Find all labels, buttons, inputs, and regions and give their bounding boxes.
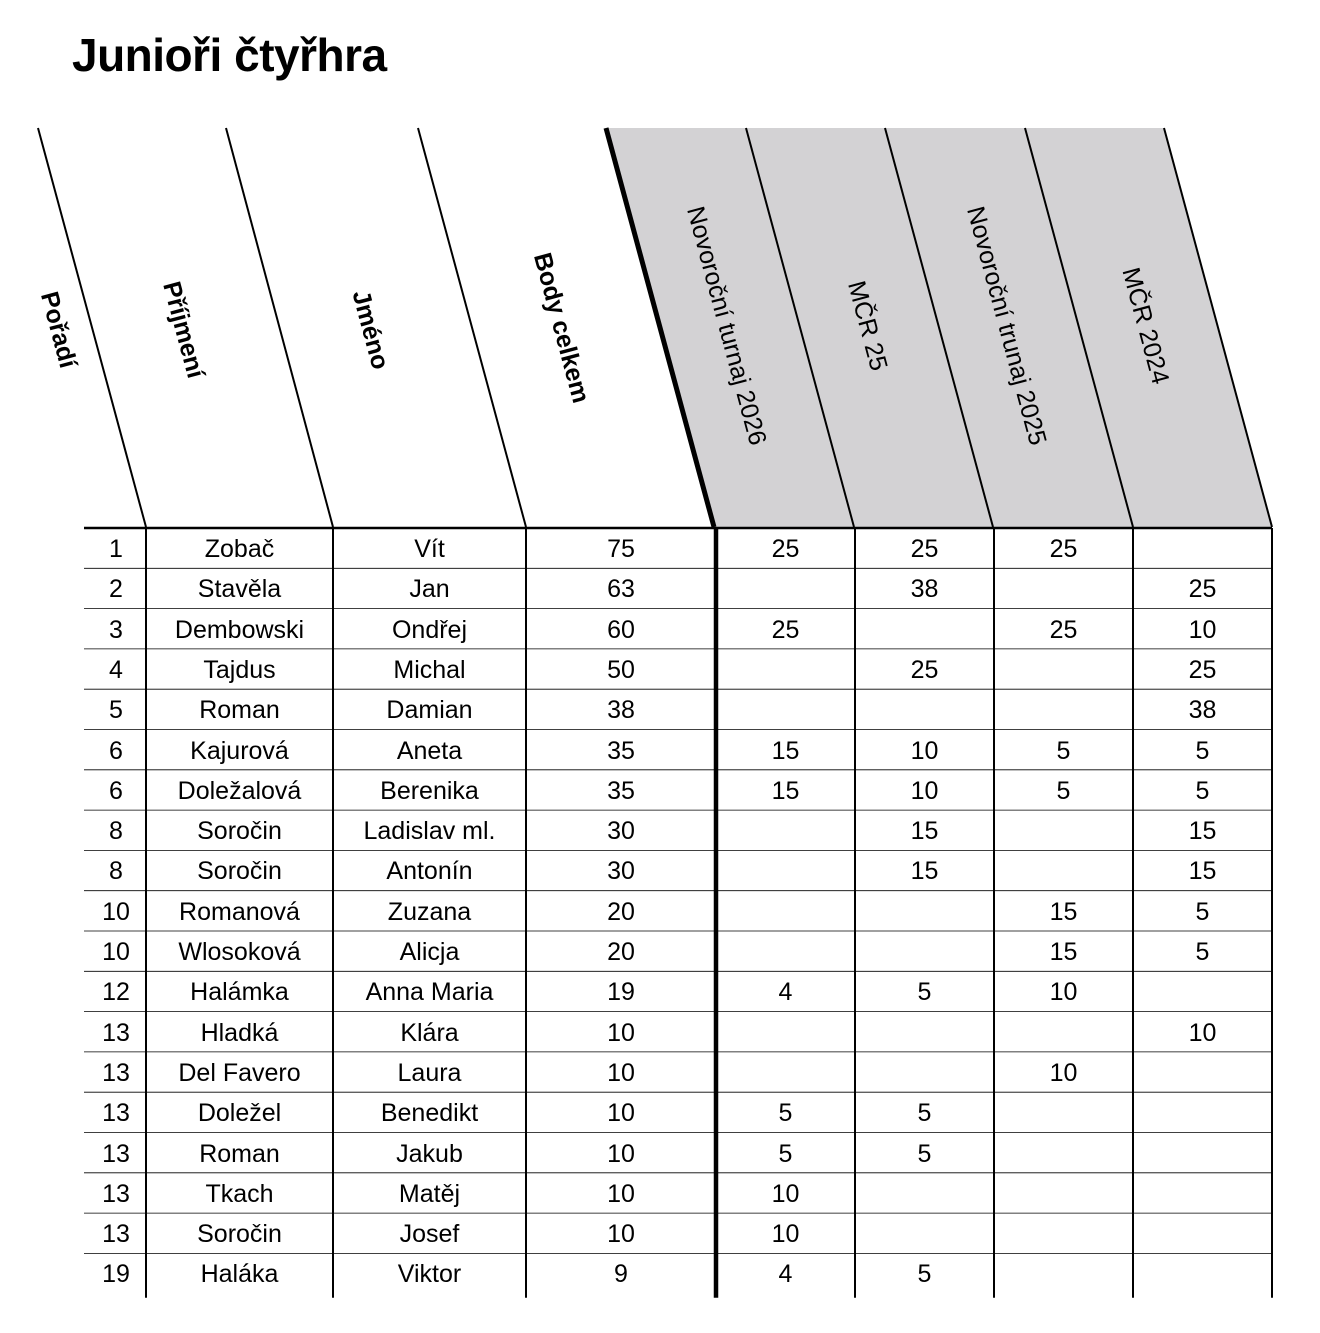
firstname-cell: Ladislav ml.: [363, 817, 496, 846]
rank-cell: 5: [109, 696, 123, 725]
points-cell: 15: [771, 736, 800, 765]
points-cell: [994, 568, 1133, 608]
total-cell: 75: [607, 535, 635, 563]
rank-cell: 12: [102, 978, 130, 1007]
points-cell: 5: [917, 1099, 932, 1128]
points-cell: [1133, 1213, 1272, 1253]
rank-cell: 10: [102, 938, 130, 966]
points-cell: 15: [771, 776, 800, 805]
header-total: Body celkem: [527, 249, 595, 406]
header-event-3: Novoroční trunaj 2025: [961, 203, 1052, 449]
points-cell: [855, 891, 994, 931]
firstname-cell: Jan: [409, 575, 450, 604]
total-cell: 30: [607, 817, 635, 846]
rank-cell: 13: [102, 1058, 130, 1087]
points-cell: 10: [1188, 615, 1217, 644]
points-cell: 38: [910, 575, 939, 604]
firstname-cell: Zuzana: [387, 897, 472, 926]
rank-cell: 13: [102, 1179, 130, 1208]
points-cell: [716, 649, 855, 689]
surname-cell: Kajurová: [190, 736, 289, 765]
rank-cell: 8: [109, 817, 123, 846]
points-cell: [1133, 528, 1272, 568]
firstname-cell: Anna Maria: [365, 978, 494, 1007]
header-rank: Pořadí: [34, 288, 83, 372]
points-cell: 5: [1195, 897, 1210, 926]
points-cell: 25: [1188, 575, 1217, 604]
points-cell: [855, 1052, 994, 1092]
firstname-cell: Josef: [399, 1220, 460, 1249]
surname-cell: Wlosoková: [178, 938, 301, 966]
points-cell: 10: [771, 1179, 800, 1208]
total-cell: 10: [607, 1139, 635, 1168]
total-cell: 10: [607, 1018, 635, 1047]
total-cell: 9: [614, 1260, 628, 1289]
surname-cell: Haláka: [200, 1260, 279, 1289]
page-title: Junioři čtyřhra: [72, 29, 387, 81]
points-cell: [855, 1213, 994, 1253]
points-cell: [716, 689, 855, 729]
points-cell: [1133, 1092, 1272, 1132]
points-cell: [716, 810, 855, 850]
firstname-cell: Klára: [400, 1018, 459, 1047]
firstname-cell: Laura: [397, 1058, 462, 1087]
points-cell: 25: [771, 535, 800, 563]
rank-cell: 10: [102, 897, 130, 926]
points-cell: [994, 1092, 1133, 1132]
surname-cell: Halámka: [190, 978, 289, 1007]
points-cell: [716, 568, 855, 608]
points-cell: 5: [1195, 938, 1210, 966]
surname-cell: Zobač: [204, 535, 275, 563]
total-cell: 38: [607, 696, 635, 725]
rank-cell: 2: [109, 575, 123, 604]
points-cell: [1133, 1253, 1272, 1293]
firstname-cell: Aneta: [396, 736, 463, 765]
firstname-cell: Damian: [386, 696, 473, 725]
points-cell: 5: [1195, 776, 1210, 805]
points-cell: [855, 1012, 994, 1052]
surname-cell: Dembowski: [174, 615, 305, 644]
points-cell: [994, 649, 1133, 689]
header-event-1: Novoroční turnaj 2026: [681, 203, 772, 449]
points-cell: 15: [1188, 857, 1217, 886]
firstname-cell: Berenika: [380, 776, 479, 805]
rank-cell: 13: [102, 1220, 130, 1249]
points-cell: 38: [1188, 696, 1217, 725]
firstname-cell: Ondřej: [391, 615, 468, 644]
surname-cell: Romanová: [179, 897, 300, 926]
rank-cell: 19: [102, 1260, 130, 1289]
points-cell: [716, 850, 855, 890]
points-cell: 25: [1049, 535, 1078, 563]
rank-cell: 13: [102, 1139, 130, 1168]
points-cell: 25: [771, 615, 800, 644]
total-cell: 10: [607, 1179, 635, 1208]
points-cell: 4: [778, 1260, 793, 1289]
points-cell: 4: [778, 978, 793, 1007]
total-cell: 30: [607, 857, 635, 886]
firstname-cell: Jakub: [396, 1139, 463, 1168]
header-surname: Příjmení: [157, 278, 210, 382]
points-cell: 5: [917, 978, 932, 1007]
rank-cell: 8: [109, 857, 123, 886]
total-cell: 60: [607, 615, 635, 644]
points-cell: 15: [1049, 897, 1078, 926]
total-cell: 10: [607, 1220, 635, 1249]
total-cell: 50: [607, 655, 635, 684]
points-cell: [716, 1052, 855, 1092]
points-cell: [855, 1173, 994, 1213]
rank-cell: 6: [109, 776, 123, 805]
surname-cell: Doležel: [197, 1099, 282, 1128]
points-cell: 15: [910, 817, 939, 846]
surname-cell: Soročin: [197, 1220, 282, 1249]
points-cell: [1133, 1173, 1272, 1213]
rank-cell: 3: [109, 615, 123, 644]
surname-cell: Soročin: [197, 817, 282, 846]
points-cell: [716, 931, 855, 971]
firstname-cell: Matěj: [398, 1179, 461, 1208]
points-cell: [855, 609, 994, 649]
surname-cell: Doležalová: [177, 776, 302, 805]
points-cell: 25: [1188, 655, 1217, 684]
total-cell: 35: [607, 776, 635, 805]
points-cell: [994, 1253, 1133, 1293]
total-cell: 10: [607, 1099, 635, 1128]
points-cell: 5: [1056, 736, 1071, 765]
total-cell: 20: [607, 938, 635, 966]
points-cell: 5: [1056, 776, 1071, 805]
points-cell: 5: [917, 1139, 932, 1168]
points-cell: [994, 810, 1133, 850]
points-cell: [855, 931, 994, 971]
points-cell: 15: [1049, 938, 1078, 966]
points-cell: 10: [1049, 1058, 1078, 1087]
surname-cell: Roman: [199, 1139, 280, 1168]
surname-cell: Del Favero: [178, 1058, 301, 1087]
points-cell: [994, 1133, 1133, 1173]
rank-cell: 13: [102, 1018, 130, 1047]
total-cell: 63: [607, 575, 635, 604]
points-cell: [994, 689, 1133, 729]
points-cell: 25: [910, 535, 939, 563]
points-cell: 10: [1188, 1018, 1217, 1047]
points-cell: 25: [910, 655, 939, 684]
surname-cell: Stavěla: [197, 575, 282, 604]
firstname-cell: Viktor: [397, 1260, 462, 1289]
rank-cell: 1: [109, 535, 123, 563]
rank-cell: 13: [102, 1099, 130, 1128]
points-cell: 15: [910, 857, 939, 886]
points-cell: 5: [778, 1099, 793, 1128]
points-cell: 10: [1049, 978, 1078, 1007]
total-cell: 19: [607, 978, 635, 1007]
points-cell: 10: [910, 776, 939, 805]
points-cell: [716, 1012, 855, 1052]
firstname-cell: Antonín: [386, 857, 473, 886]
firstname-cell: Alicja: [399, 938, 460, 966]
points-cell: [1133, 1133, 1272, 1173]
surname-cell: Hladká: [200, 1018, 279, 1047]
points-cell: 5: [917, 1260, 932, 1289]
total-cell: 20: [607, 897, 635, 926]
surname-cell: Soročin: [197, 857, 282, 886]
points-cell: [994, 1213, 1133, 1253]
surname-cell: Tkach: [205, 1179, 274, 1208]
surname-cell: Tajdus: [203, 655, 276, 684]
points-cell: 5: [778, 1139, 793, 1168]
firstname-cell: Benedikt: [380, 1099, 479, 1128]
surname-cell: Roman: [199, 696, 280, 725]
points-cell: [1133, 971, 1272, 1011]
points-cell: 5: [1195, 736, 1210, 765]
rank-cell: 4: [109, 655, 123, 684]
points-cell: [716, 891, 855, 931]
points-cell: [1133, 1052, 1272, 1092]
header-event-2: MČR 25: [842, 277, 893, 374]
points-cell: 15: [1188, 817, 1217, 846]
firstname-cell: Michal: [393, 655, 466, 684]
points-cell: [994, 1012, 1133, 1052]
firstname-cell: Vít: [414, 535, 445, 563]
points-cell: [994, 1173, 1133, 1213]
total-cell: 10: [607, 1058, 635, 1087]
points-cell: [994, 850, 1133, 890]
points-cell: 25: [1049, 615, 1078, 644]
points-cell: 10: [910, 736, 939, 765]
rank-cell: 6: [109, 736, 123, 765]
header-firstname: Jméno: [346, 287, 395, 373]
points-cell: [855, 689, 994, 729]
total-cell: 35: [607, 736, 635, 765]
points-cell: 10: [771, 1220, 800, 1249]
header-event-4: MČR 2024: [1116, 264, 1175, 388]
